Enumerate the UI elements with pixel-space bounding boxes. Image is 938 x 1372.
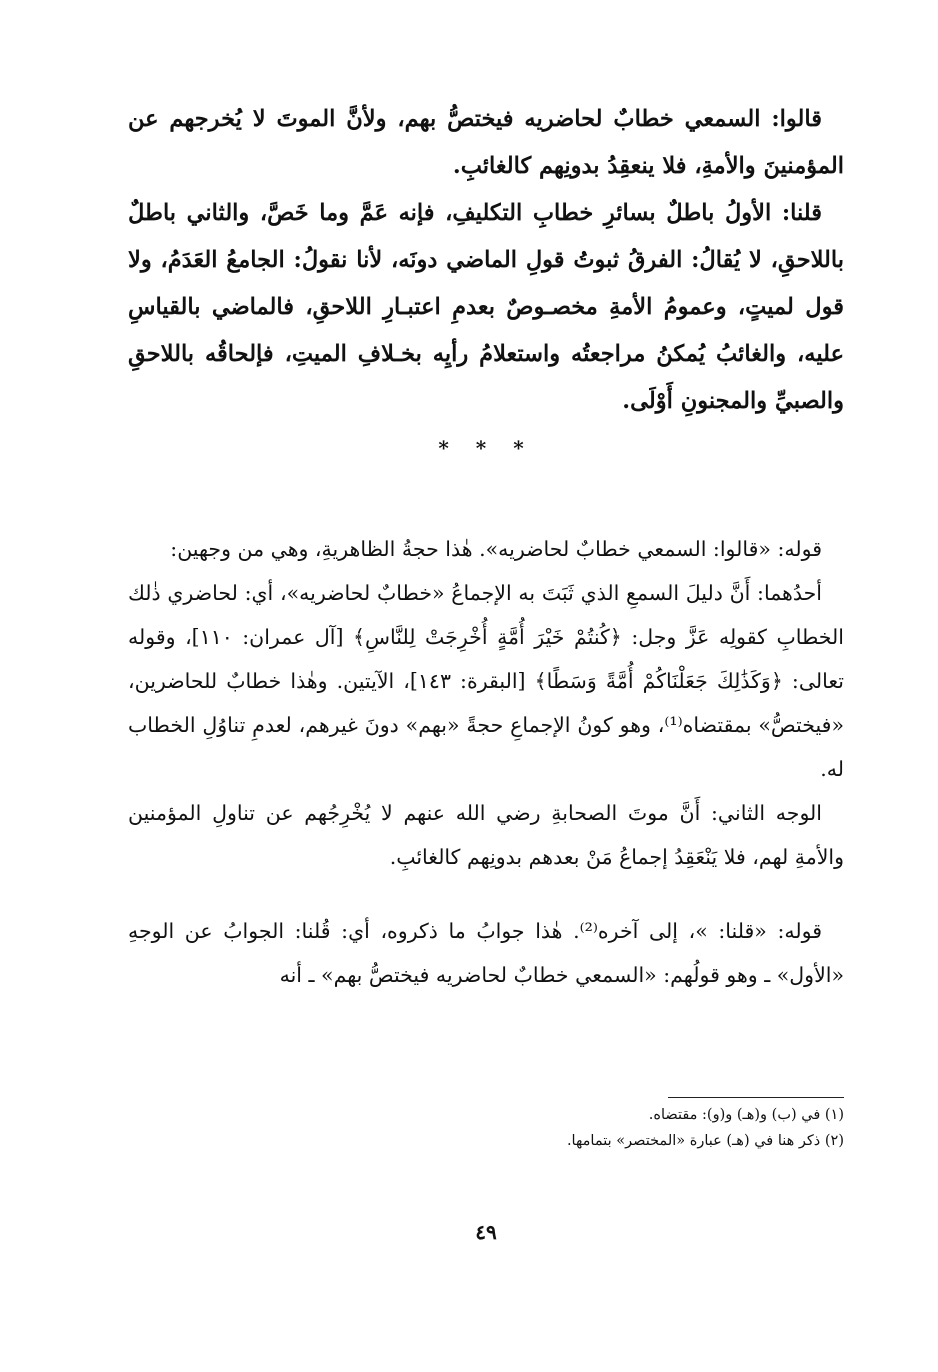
paragraph-gap: [128, 879, 844, 909]
commentary-paragraph-2: أحدُهما: أَنَّ دليلَ السمعِ الذي ثَبَتَ به الإجماعُ «خطابٌ لحاضريه»، أي: لحاضري ذٰلك الخطابِ كقولِه عَزَّ وجل: ﴿كُنتُمْ خَيْرَ أُمَّةٍ أُخْرِجَتْ لِلنَّاسِ﴾ [آل عمران: ١١٠]، وقوله تعالى: ﴿وَكَذَٰلِكَ جَعَلْنَاكُمْ أُمَّةً وَسَطًا﴾ [البقرة: ١٤٣]، الآيتين. وهٰذا خطابٌ للحاضرين، «فيختصُّ» بمقتضاه⁽¹⁾، وهو كونُ الإجماعِ حجةً «بهم» دونَ غيرهم، لعدمِ تناوُلِ الخطاب له.: [128, 581, 844, 781]
commentary-paragraph-3: الوجه الثاني: أَنَّ موتَ الصحابةِ رضي الله عنهم لا يُخْرِجُهم عن تناولِ المؤمنين والأمةِ لهم، فلا يَنْعَقِدُ إجماعُ مَنْ بعدهم بدونِهم كالغائبِ.: [128, 801, 844, 869]
commentary-text-block: [128, 527, 844, 997]
commentary-paragraph-1: قوله: «قالوا: السمعي خطابٌ لحاضريه». هٰذا حجةُ الظاهريةِ، وهي من وجهين:: [170, 537, 822, 561]
book-page: [128, 96, 844, 1296]
section-separator: * * *: [438, 436, 534, 460]
commentary-paragraph-4: قوله: «قلنا: »، إلى آخره⁽²⁾. هٰذا جوابُ ما ذكروه، أي: قُلنا: الجوابُ عن الوجهِ «الأول» ـ وهو قولُهم: «السمعي خطابٌ لحاضريه فيختصُّ بهم» ـ أنه: [128, 919, 844, 987]
footnote-1: (١) في (ب) و(هـ) و(و): مقتضاه.: [648, 1107, 844, 1123]
footnote-2: (٢) ذكر هنا في (هـ) عبارة «المختصر» بتمامها.: [566, 1133, 844, 1149]
matn-paragraph-2: قلنا: الأولُ باطلٌ بسائرِ خطابِ التكليفِ، فإنه عَمَّ وما خَصَّ، والثاني باطلٌ باللاحقِ، لا يُقالُ: الفرقُ ثبوتُ قولِ الماضي دونَه، لأنا نقولُ: الجامعُ العَدَمُ، ولا قول لميتٍ، وعمومُ الأمةِ مخصـوصٌ بعدمِ اعتبـارِ اللاحقِ، فالماضي بالقياسِ عليه، والغائبُ يُمكنُ مراجعتُه واستعلامُ رأيِه بخـلافِ الميتِ، فإلحاقُه باللاحقِ والصبيِّ والمجنونِ أَوْلَى.: [128, 200, 844, 414]
page-number: ٤٩: [475, 1220, 497, 1244]
matn-text-block: [128, 96, 844, 425]
matn-paragraph-1: قالوا: السمعي خطابٌ لحاضريه فيختصُّ بهم، ولأنَّ الموتَ لا يُخرجهم عن المؤمنينَ والأمةِ، فلا ينعقِدُ بدونِهم كالغائبِ.: [128, 106, 844, 179]
footnotes: [128, 1102, 844, 1154]
footnote-divider: [668, 1097, 844, 1098]
